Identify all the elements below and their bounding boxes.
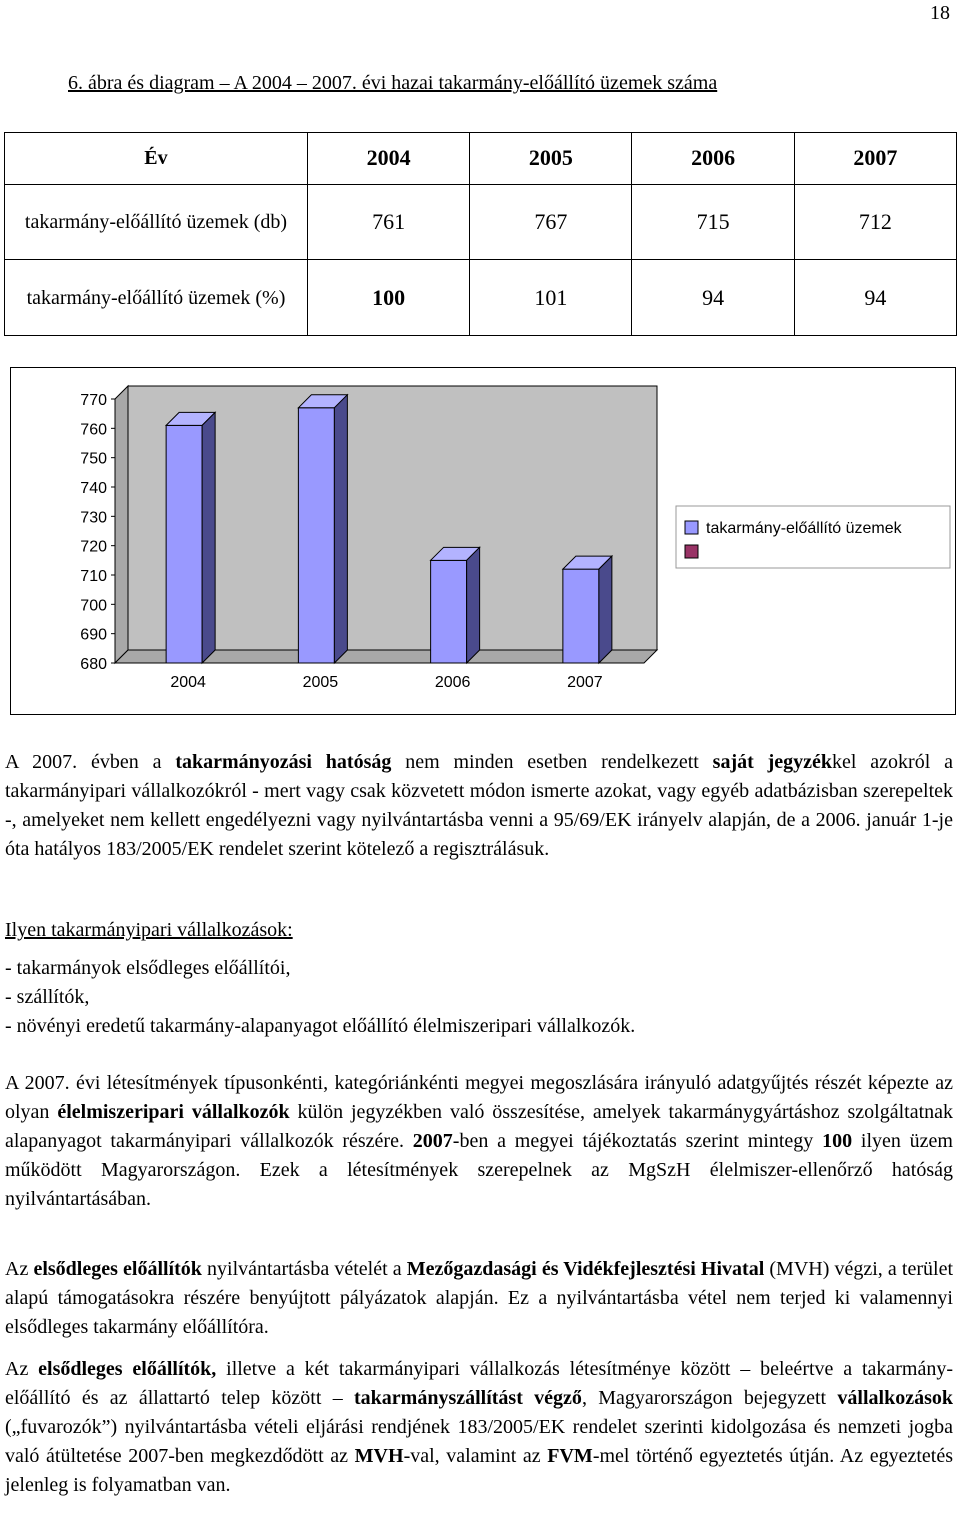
table-cell: 767 bbox=[470, 184, 632, 260]
table-cell: 94 bbox=[794, 260, 956, 336]
legend-label: takarmány-előállító üzemek bbox=[706, 520, 902, 537]
list-item: - szállítók, bbox=[5, 986, 90, 1008]
text-run: (MVH) végzi, a terület alapú támogatásokra részére benyújtott pályázatok alapján. Ez a nyilvántartásba vétel nem terjed ki valamennyi elsődleges takarmány előállítóra. bbox=[5, 1258, 954, 1338]
bold-run: Mezőgazdasági és Vidékfejlesztési Hivatal bbox=[406, 1258, 765, 1280]
table-header-row bbox=[5, 133, 957, 185]
y-tick-label: 680 bbox=[80, 656, 107, 673]
bold-run: takarmányozási hatóság bbox=[175, 751, 392, 773]
bold-run: takarmányszállítást végző bbox=[354, 1387, 582, 1409]
bold-run: élelmiszeripari vállalkozók bbox=[57, 1101, 290, 1123]
table-header-label: Év bbox=[5, 133, 308, 185]
legend-box bbox=[676, 506, 950, 568]
x-tick-label: 2006 bbox=[434, 674, 471, 691]
table-cell: 100 bbox=[307, 260, 469, 336]
bold-run: elsődleges előállítók, bbox=[38, 1358, 217, 1380]
y-tick-label: 690 bbox=[80, 626, 107, 644]
paragraph-4 bbox=[5, 1355, 953, 1500]
page-number: 18 bbox=[930, 2, 950, 24]
list-item: - növényi eredetű takarmány-alapanyagot előállító élelmiszeripari vállalkozók. bbox=[5, 1015, 636, 1037]
bar bbox=[431, 560, 467, 663]
table-row-label: takarmány-előállító üzemek (%) bbox=[5, 260, 308, 336]
bar-chart bbox=[10, 367, 956, 715]
table-row-label: takarmány-előállító üzemek (db) bbox=[5, 184, 308, 260]
text-run: A 2007. évi létesítmények típusonkénti, kategóriánkénti megyei megoszlására irányuló adatgyűjtés részét képezte az olyan bbox=[5, 1072, 953, 1123]
y-tick-label: 710 bbox=[80, 568, 107, 585]
text-run: ilyen üzem működött Magyarországon. Ezek a létesítmények szerepelnek az MgSzH élelmiszer-ellenőrző hatóság nyilvántartásában. bbox=[5, 1130, 953, 1210]
bar bbox=[298, 408, 334, 663]
table-cell: 712 bbox=[794, 184, 956, 260]
bar-side bbox=[467, 547, 480, 663]
y-tick-label: 740 bbox=[80, 480, 107, 497]
text-run: Az bbox=[5, 1358, 39, 1380]
bold-run: FVM bbox=[547, 1445, 593, 1467]
legend-swatch bbox=[685, 545, 698, 558]
y-tick-label: 750 bbox=[80, 450, 107, 468]
table-year-cell: 2004 bbox=[307, 133, 469, 185]
table-row bbox=[5, 260, 957, 336]
bar-side bbox=[599, 556, 612, 663]
text-run: kel azokról a takarmányipari vállalkozókról - mert vagy csak közvetett módon ismerte azokat, vagy egyéb adatbázisban szerepeltek -, amelyeket nem kellett engedélyezni vagy nyilvántartásba venni a 95/69/EK irányelv alapján, de a 2006. január 1-je óta hatályos 183/2005/EK rendelet szerint kötelező a regisztrálásuk. bbox=[5, 751, 953, 860]
bar-side bbox=[334, 395, 347, 663]
paragraph-2 bbox=[5, 1069, 953, 1214]
y-tick-label: 770 bbox=[80, 392, 107, 409]
table-cell: 101 bbox=[470, 260, 632, 336]
table-cell: 94 bbox=[632, 260, 794, 336]
bar-side bbox=[202, 412, 215, 663]
list-item: - takarmányok elsődleges előállítói, bbox=[5, 957, 291, 979]
table-row bbox=[5, 184, 957, 260]
text-run: A 2007. évben a bbox=[5, 751, 176, 773]
legend-swatch bbox=[685, 521, 698, 534]
figure-caption: 6. ábra és diagram – A 2004 – 2007. évi hazai takarmány-előállító üzemek száma bbox=[68, 72, 718, 94]
table-year-cell: 2007 bbox=[794, 133, 956, 185]
bold-run: saját jegyzék bbox=[712, 751, 833, 773]
text-run: -ben a megyei tájékoztatás szerint mintegy bbox=[452, 1130, 823, 1152]
bold-run: 100 bbox=[822, 1130, 853, 1152]
text-run: Az bbox=[5, 1258, 34, 1280]
y-tick-label: 700 bbox=[80, 597, 107, 615]
chart-svg bbox=[11, 368, 955, 714]
text-run: külön jegyzékben való összesítése, amelyek takarmánygyártáshoz szolgáltatnak alapanyagot takarmányipari vállalkozók részére. bbox=[5, 1101, 954, 1152]
table-cell: 761 bbox=[307, 184, 469, 260]
text-run: -mel történő egyeztetés útján. Az egyeztetés jelenleg is folyamatban van. bbox=[5, 1445, 954, 1496]
text-run: illetve a két takarmányipari vállalkozás létesítménye között – beleértve a takarmány-előállító és az állattartó telep között – bbox=[5, 1358, 954, 1409]
text-run: , Magyarországon bejegyzett bbox=[581, 1387, 838, 1409]
table-year-cell: 2006 bbox=[632, 133, 794, 185]
bold-run: vállalkozások bbox=[837, 1387, 953, 1409]
x-tick-label: 2004 bbox=[170, 674, 206, 691]
chart-side-wall bbox=[115, 386, 128, 663]
text-run: nyilvántartásba vételét a bbox=[201, 1258, 407, 1280]
bold-run: elsődleges előállítók bbox=[33, 1258, 202, 1280]
text-run: -val, valamint az bbox=[403, 1445, 548, 1467]
y-tick-label: 720 bbox=[80, 538, 107, 556]
data-table bbox=[4, 132, 957, 336]
bar bbox=[563, 569, 599, 663]
y-tick-label: 730 bbox=[80, 509, 107, 527]
x-tick-label: 2005 bbox=[302, 674, 339, 691]
paragraph-1 bbox=[5, 748, 953, 864]
table-year-cell: 2005 bbox=[470, 133, 632, 185]
text-run: („fuvarozók”) nyilvántartásba vételi eljárási rendjének 183/2005/EK rendelet szerinti kidolgozása és nemzeti jogba való átültetése 2007-ben megkezdődött az bbox=[5, 1416, 953, 1467]
bold-run: MVH bbox=[354, 1445, 404, 1467]
text-run: nem minden esetben rendelkezett bbox=[391, 751, 713, 773]
bold-run: 2007 bbox=[412, 1130, 453, 1152]
paragraph-3 bbox=[5, 1255, 953, 1342]
x-tick-label: 2007 bbox=[567, 674, 603, 691]
table-cell: 715 bbox=[632, 184, 794, 260]
bar bbox=[166, 425, 202, 663]
y-tick-label: 760 bbox=[80, 421, 107, 439]
list-title: Ilyen takarmányipari vállalkozások: bbox=[5, 919, 293, 941]
